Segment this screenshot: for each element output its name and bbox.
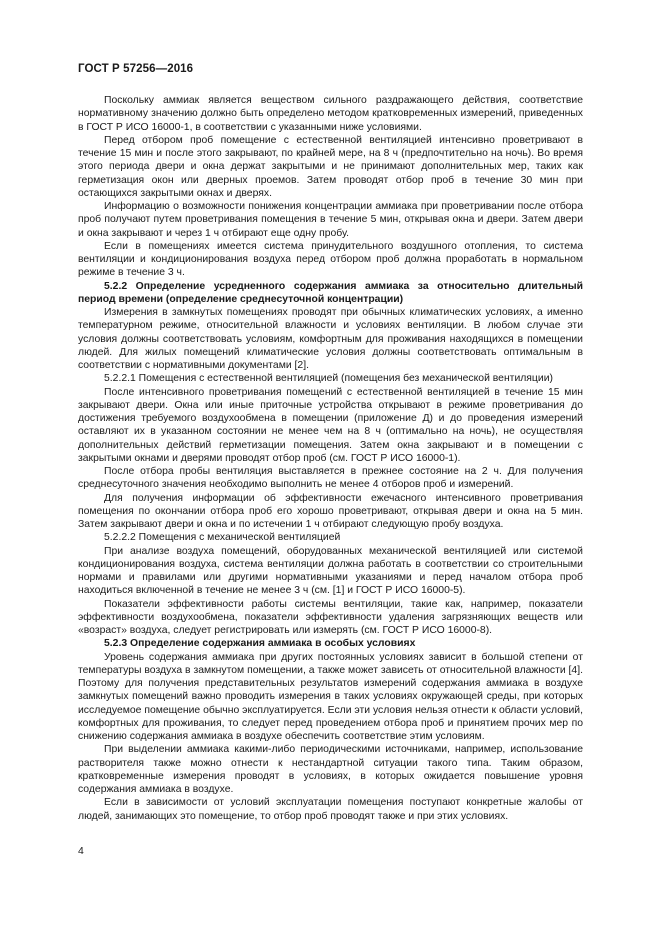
paragraph-complaints: Если в зависимости от условий эксплуатации помещения поступают конкретные жалобы от людей, занимающих это помещение, то отбор проб проводят также и при этих условиях. [78,797,583,822]
paragraph-sampling-before: Перед отбором проб помещение с естественной вентиляцией интенсивно проветривают в течение 15 мин и после этого закрывают, по крайней мере, на 8 ч (предпочтительно на ночь). Во время этого периода двери и окна держат закрытыми и не принимают дополнительных мер, таких как герметизация окон или дверных проемов. Затем проводят отбор проб в течение 30 мин при остающихся закрытыми окнах и дверях. [78,134,583,199]
paragraph-daily-average: После отбора пробы вентиляция выставляется в прежнее состояние на 2 ч. Для получения среднесуточного значения необходимо выполнить не менее 4 отборов проб и измерений. [78,466,583,491]
paragraph-ventilation-indicators: Показатели эффективности работы системы вентиляции, такие как, например, показатели эффективности воздухообмена, показатели эффективности удаления загрязняющих веществ или «возраст» воздуха, следует регистрировать или измерять (см. ГОСТ Р ИСО 16000-8). [78,598,583,636]
paragraph-intro: Поскольку аммиак является веществом сильного раздражающего действия, соответствие нормативному значению должно быть определено методом кратковременных измерений, приведенных в ГОСТ Р ИСО 16000-1, в соответствии с указанными ниже условиями. [78,95,583,133]
paragraph-natural-ventilation: После интенсивного проветривания помещений с естественной вентиляцией в течение 15 мин закрывают двери. Окна или иные приточные устройства открывают в режиме проветривания до достижения требуемого воздухообмена в помещении (приложение Д) и до проведения измерений оставляют их в указанном состоянии не менее чем на 8 ч (оптимально на ночь), не осуществляя дополнительных действий герметизации помещения. Затем окна закрывают и в помещении с закрытыми окнами и дверями проводят отбор проб (см. ГОСТ Р ИСО 16000-1). [78,386,583,464]
paragraph-ventilation-info: Информацию о возможности понижения концентрации аммиака при проветривании после отбора проб получают путем проветривания помещения в течение 5 мин, открывая окна и двери. Затем двери и окна закрывают и через 1 ч отбирают еще одну пробу. [78,201,583,239]
standard-header: ГОСТ Р 57256—2016 [78,63,194,75]
page-number: 4 [78,846,84,857]
paragraph-mechanical-ventilation: При анализе воздуха помещений, оборудованных механической вентиляцией или системой кондиционирования воздуха, система вентиляции должна работать в соответствии со строительными нормами и правилами или другими нормативными указаниями и перед началом отбора проб находиться включенной в течение не менее 3 ч (см. [1] и ГОСТ Р ИСО 16000-5). [78,545,583,597]
paragraph-temperature-dependence: Уровень содержания аммиака при других постоянных условиях зависит в большой степени от температуры воздуха в замкнутом помещении, а также может зависеть от относительной влажности [4]. Поэтому для получения представительных результатов измерений содержания аммиака в воздухе замкнутых помещений важно проводить измерения в таких условиях окружающей среды, при которых исследуемое помещение обычно эксплуатируется. Если эти условия нельзя отнести к области условий, комфортных для проживания, то следует перед проведением отбора проб и принятием прочих мер по снижению содержания аммиака в воздухе обеспечить соответствие этим условиям. [78,651,583,742]
paragraph-climate-conditions: Измерения в замкнутых помещениях проводят при обычных климатических условиях, а именно температурном режиме, относительной влажности и условиях вентиляции. В любом случае эти условия должны соответствовать условиям, комфортным для проживания находящихся в помещении людей. Для жилых помещений климатические условия должны соответствовать оптимальным в соответствии с нормативными документами [2]. [78,307,583,371]
section-heading-5-2-2: 5.2.2 Определение усредненного содержания аммиака за относительно длительный период времени (определение среднесуточной концентрации) [78,280,583,305]
paragraph-hourly-efficiency: Для получения информации об эффективности ежечасного интенсивного проветривания помещения по окончании отбора проб его хорошо проветривают, открывая двери и окна на 5 мин. Затем закрывают двери и окна и по истечении 1 ч отбирают следующую пробу воздуха. [78,492,583,530]
subsection-heading-5-2-2-1: 5.2.2.1 Помещения с естественной вентиляцией (помещения без механической вентиляции) [104,373,553,385]
section-heading-5-2-3: 5.2.3 Определение содержания аммиака в особых условиях [104,638,416,650]
document-body [78,94,583,823]
paragraph-forced-heating: Если в помещениях имеется система принудительного воздушного отопления, то система вентиляции и кондиционирования воздуха перед отбором проб должна проработать в нормальном режиме в течение 3 ч. [78,240,583,279]
paragraph-periodic-sources: При выделении аммиака какими-либо периодическими источниками, например, использование растворителя также можно отнести к нестандартной ситуации такого типа. Таким образом, кратковременные измерения проводят в условиях, в которых ожидается повышение уровня содержания аммиака в воздухе. [78,744,583,795]
subsection-heading-5-2-2-2: 5.2.2.2 Помещения с механической вентиляцией [104,532,341,544]
